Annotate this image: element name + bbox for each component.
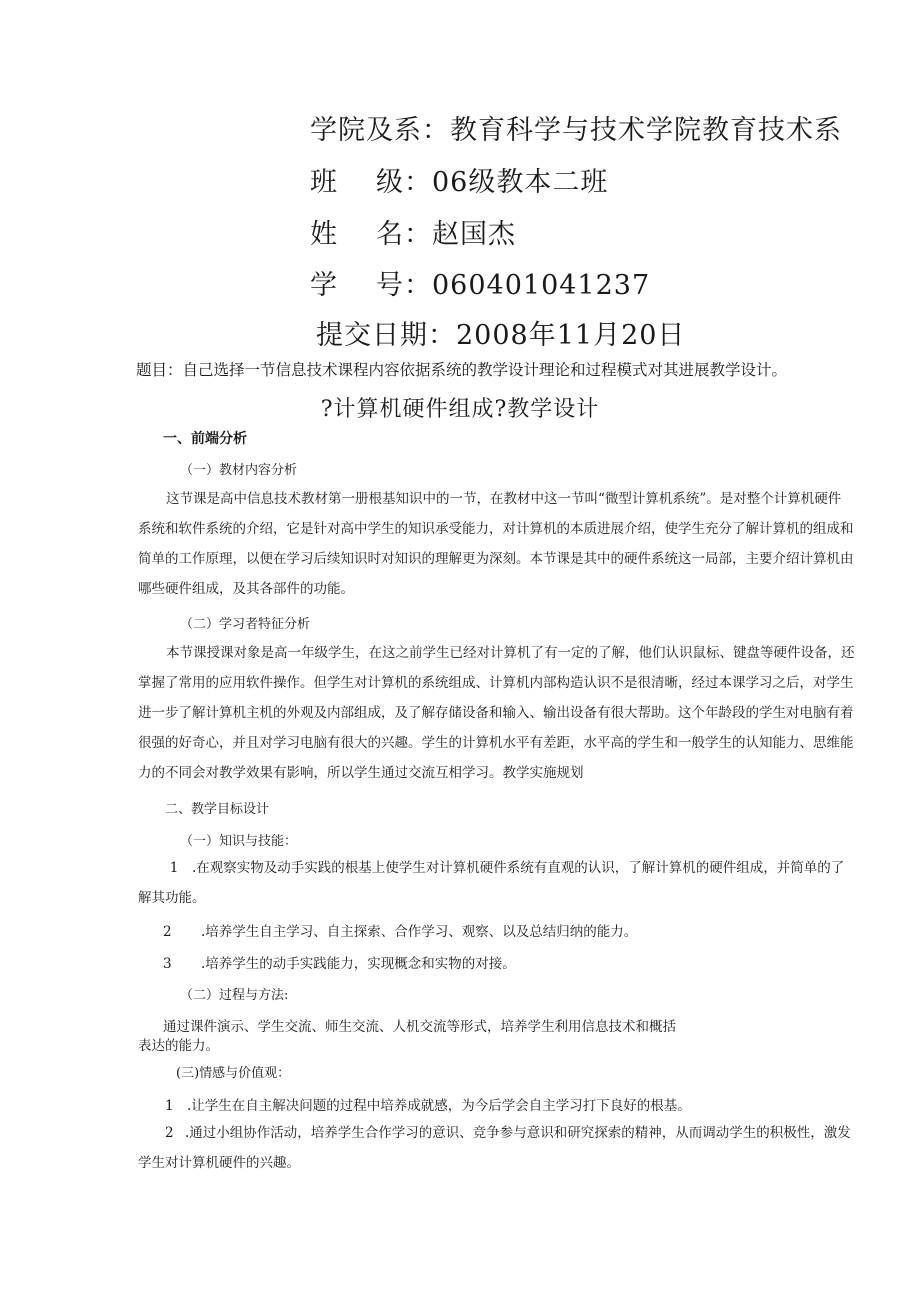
student-id-line — [310, 263, 650, 302]
submit-date-label: 提交日期： — [316, 320, 456, 351]
class-value: 06级教本二班 — [432, 167, 609, 198]
subheading-process-method: （二）过程与方法: — [180, 988, 289, 1003]
id-label-part-b: 号： — [376, 270, 432, 301]
process-text-line-2: 表达的能力。 — [138, 1038, 219, 1054]
process-text-line-1: 通过课件演示、学生交流、师生交流、人机交流等形式，培养学生利用信息技术和概括 — [163, 1019, 676, 1035]
section-heading-front-analysis: 一、前端分析 — [163, 431, 247, 447]
emotion-item-2-number: 2 — [165, 1125, 174, 1141]
subheading-emotion-values: (三)情感与价值观： — [176, 1066, 291, 1081]
class-label-part-a: 班 — [310, 167, 338, 198]
student-id-label — [310, 263, 432, 302]
emotion-item-2-text: .通过小组协作活动，培养学生合作学习的意识、竞争参与意识和研究探索的精神，从而调动学生的积极性，激发学生对计算机硬件的兴趣。 — [138, 1125, 851, 1171]
student-id-value: 060401041237 — [432, 270, 651, 301]
class-label-part-b: 级： — [376, 167, 432, 198]
name-value: 赵国杰 — [432, 219, 516, 250]
knowledge-item-2-text: .培养学生自主学习、自主探索、合作学习、观察、以及总结归纳的能力。 — [201, 924, 638, 940]
submit-date-line — [316, 313, 685, 352]
document-title: ?计算机硬件组成?教学设计 — [320, 397, 600, 422]
knowledge-item-3-text: .培养学生的动手实践能力，实现概念和实物的对接。 — [201, 956, 516, 972]
section-heading-teaching-goals: 二、教学目标设计 — [165, 802, 270, 817]
knowledge-item-2 — [163, 920, 637, 940]
class-label — [310, 160, 432, 199]
id-label-part-a: 学 — [310, 270, 338, 301]
knowledge-item-1 — [138, 853, 854, 913]
knowledge-item-3 — [163, 952, 516, 972]
name-line — [310, 212, 516, 251]
name-label-part-b: 名： — [376, 219, 432, 250]
paragraph-learner-analysis: 本节课授课对象是高一年级学生，在这之前学生已经对计算机了有一定的了解，他们认识鼠标、键盘等硬件设备，还掌握了常用的应用软件操作。但学生对计算机的系统组成、计算机内部构造认识不是很清晰，经过本课学习之后，对学生进一步了解计算机主机的外观及内部组成，及了解存储设备和输入、输出设备有很大帮助。这个年龄段的学生对电脑有着很强的好奇心，并且对学习电脑有很大的兴趣。学生的计算机水平有差距，水平高的学生和一般学生的认知能力、思维能力的不同会对教学效果有影响，所以学生通过交流互相学习。教学实施规划 — [138, 645, 855, 781]
subheading-knowledge-skills: （一）知识与技能： — [180, 834, 298, 849]
subheading-material-analysis: （一）教材内容分析 — [180, 463, 298, 478]
college-label: 学院及系： — [310, 115, 450, 146]
topic-line: 题目：自己选择一节信息技术课程内容依据系统的教学设计理论和过程模式对其进展教学设计。 — [136, 361, 788, 379]
emotion-item-1 — [165, 1094, 691, 1114]
class-line — [310, 160, 608, 199]
knowledge-item-1-text: .在观察实物及动手实践的根基上使学生对计算机硬件系统有直观的认识，了解计算机的硬件组成，并简单的了解其功能。 — [138, 860, 845, 906]
knowledge-item-2-number: 2 — [163, 924, 172, 940]
college-value: 教育科学与技术学院教育技术系 — [450, 115, 842, 146]
submit-date-value: 2008年11月20日 — [456, 320, 686, 351]
paragraph-material-analysis: 这节课是高中信息技术教材第一册根基知识中的一节，在教材中这一节叫“微型计算机系统”。是对整个计算机硬件系统和软件系统的介绍，它是针对高中学生的知识承受能力，对计算机的本质进展介绍，使学生充分了解计算机的组成和简单的工作原理，以便在学习后续知识时对知识的理解更为深刻。本节课是其中的硬件系统这一局部，主要介绍计算机由哪些硬件组成，及其各部件的功能。 — [138, 491, 854, 597]
name-label-part-a: 姓 — [310, 219, 338, 250]
knowledge-item-3-number: 3 — [163, 956, 172, 972]
subheading-learner-analysis: （二）学习者特征分析 — [180, 617, 311, 632]
emotion-item-1-text: .让学生在自主解决问题的过程中培养成就感，为今后学会自主学习打下良好的根基。 — [187, 1098, 691, 1114]
name-label — [310, 212, 432, 251]
knowledge-item-1-number: 1 — [169, 860, 179, 876]
college-line — [310, 108, 842, 147]
emotion-item-2 — [138, 1118, 854, 1178]
emotion-item-1-number: 1 — [165, 1098, 174, 1114]
